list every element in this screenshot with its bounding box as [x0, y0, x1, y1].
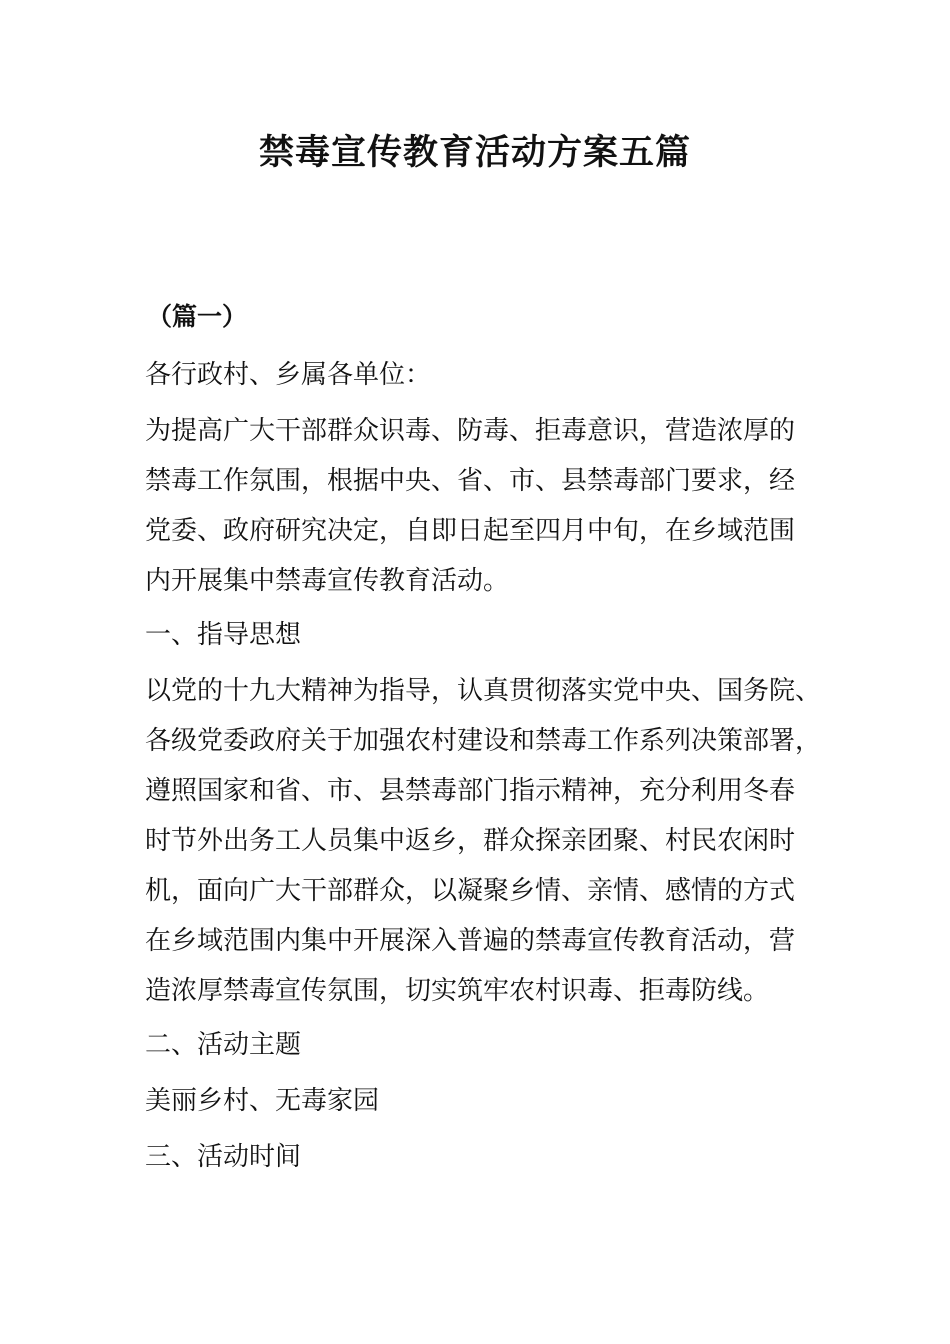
- section-heading-guidance: [145, 610, 805, 660]
- intro-line: 内开展集中禁毒宣传教育活动。: [145, 566, 510, 596]
- heading-line: 三、活动时间: [145, 1142, 302, 1172]
- section-label: （篇一）: [147, 302, 248, 331]
- guidance-line: 各级党委政府关于加强农村建设和禁毒工作系列决策部署，: [145, 726, 822, 756]
- theme-line: 美丽乡村、无毒家园: [145, 1086, 380, 1116]
- heading-line: 二、活动主题: [145, 1030, 302, 1060]
- guidance-line: 以党的十九大精神为指导，认真贯彻落实党中央、国务院、: [145, 676, 822, 706]
- intro-line: 为提高广大干部群众识毒、防毒、拒毒意识，营造浓厚的: [145, 416, 796, 446]
- guidance-line: 造浓厚禁毒宣传氛围，切实筑牢农村识毒、拒毒防线。: [145, 976, 770, 1006]
- intro-paragraph: [145, 406, 805, 606]
- theme-paragraph: [145, 1076, 805, 1126]
- greeting-paragraph: [145, 350, 805, 400]
- guidance-line: 在乡域范围内集中开展深入普遍的禁毒宣传教育活动，营: [145, 926, 796, 956]
- guidance-line: 机，面向广大干部群众，以凝聚乡情、亲情、感情的方式: [145, 876, 796, 906]
- section-heading-theme: [145, 1020, 805, 1070]
- guidance-paragraph: [145, 666, 822, 1016]
- document-title: 禁毒宣传教育活动方案五篇: [258, 133, 691, 173]
- heading-line: 一、指导思想: [145, 620, 302, 650]
- section-heading-time: [145, 1132, 805, 1182]
- intro-line: 党委、政府研究决定，自即日起至四月中旬，在乡域范围: [145, 516, 796, 546]
- guidance-line: 时节外出务工人员集中返乡，群众探亲团聚、村民农闲时: [145, 826, 796, 856]
- greeting-line: 各行政村、乡属各单位：: [145, 360, 432, 390]
- intro-line: 禁毒工作氛围，根据中央、省、市、县禁毒部门要求，经: [145, 466, 796, 496]
- guidance-line: 遵照国家和省、市、县禁毒部门指示精神，充分利用冬春: [145, 776, 796, 806]
